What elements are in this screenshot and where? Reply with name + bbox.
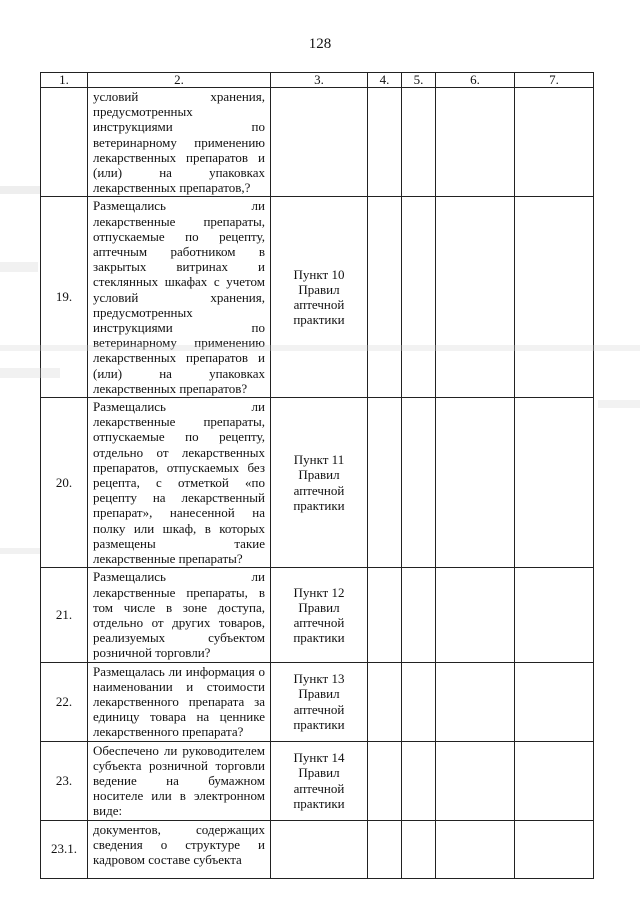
source-line: Правил <box>298 467 340 483</box>
table-row <box>41 197 594 398</box>
row-number <box>41 88 88 197</box>
table-row <box>41 820 594 878</box>
row-cell-6 <box>436 741 515 820</box>
row-cell-7 <box>515 662 594 741</box>
source-line: практики <box>293 795 345 811</box>
row-cell-5 <box>402 741 436 820</box>
row-cell-5 <box>402 398 436 568</box>
source-line: практики <box>293 312 345 328</box>
table-row <box>41 568 594 662</box>
source-line: Пункт 10 <box>293 266 345 282</box>
source-line: аптечной <box>293 482 345 498</box>
row-source <box>271 88 368 197</box>
column-header: 7. <box>515 73 594 88</box>
row-source <box>271 741 368 820</box>
row-source <box>271 398 368 568</box>
row-cell-7 <box>515 568 594 662</box>
column-header: 4. <box>368 73 402 88</box>
row-cell-7 <box>515 741 594 820</box>
column-header: 6. <box>436 73 515 88</box>
column-header: 2. <box>88 73 271 88</box>
source-line: Пункт 12 <box>293 584 345 600</box>
row-source <box>271 662 368 741</box>
row-cell-4 <box>368 741 402 820</box>
row-cell-5 <box>402 568 436 662</box>
table-row <box>41 741 594 820</box>
row-number: 21. <box>41 568 88 662</box>
row-question: Размещались ли лекарственные препараты, отпускаемые по рецепту, отдельно от лекарственных препаратов, отпускаемых без рецепта, с отметкой «по рецепту на лекарственный препарат», нанесенной на полку или шкаф, в которых размещены такие лекарственные препараты? <box>88 398 271 568</box>
row-cell-6 <box>436 88 515 197</box>
row-question: Размещалась ли информация о наименовании и стоимости лекарственного препарата за единицу товара на ценнике лекарственного препарата? <box>88 662 271 741</box>
source-line: Правил <box>298 599 340 615</box>
source-line: Пункт 11 <box>293 452 345 468</box>
source-line: практики <box>293 497 345 513</box>
source-line: практики <box>293 630 345 646</box>
row-cell-7 <box>515 88 594 197</box>
row-source <box>271 197 368 398</box>
source-line: Правил <box>298 765 340 781</box>
row-cell-6 <box>436 197 515 398</box>
table-row <box>41 398 594 568</box>
column-header: 3. <box>271 73 368 88</box>
source-line: аптечной <box>293 297 345 313</box>
row-cell-6 <box>436 820 515 878</box>
checklist-table <box>40 72 594 879</box>
row-source <box>271 568 368 662</box>
row-number: 22. <box>41 662 88 741</box>
table-row <box>41 88 594 197</box>
row-number: 23. <box>41 741 88 820</box>
row-cell-4 <box>368 568 402 662</box>
row-cell-5 <box>402 662 436 741</box>
table-header-row <box>41 73 594 88</box>
source-line: практики <box>293 716 345 732</box>
row-cell-6 <box>436 568 515 662</box>
row-cell-5 <box>402 88 436 197</box>
row-question: условий хранения, предусмотренных инструкциями по ветеринарному применению лекарственных препаратов и (или) на упаковках лекарственных препаратов,? <box>88 88 271 197</box>
row-question: Размещались ли лекарственные препараты, отпускаемые по рецепту, аптечным работником в закрытых витринах и стеклянных шкафах с учетом условий хранения, предусмотренных инструкциями по ветеринарному применению лекарственных препаратов и (или) на упаковках лекарственных препаратов? <box>88 197 271 398</box>
row-cell-7 <box>515 398 594 568</box>
source-line: Правил <box>298 282 340 298</box>
table-row <box>41 662 594 741</box>
source-line: Пункт 14 <box>293 750 345 766</box>
row-cell-6 <box>436 398 515 568</box>
source-line: аптечной <box>293 701 345 717</box>
row-cell-5 <box>402 197 436 398</box>
column-header: 1. <box>41 73 88 88</box>
source-line: Пункт 13 <box>293 671 345 687</box>
row-cell-4 <box>368 197 402 398</box>
row-cell-6 <box>436 662 515 741</box>
row-cell-4 <box>368 398 402 568</box>
row-question: документов, содержащих сведения о структуре и кадровом составе субъекта <box>88 820 271 878</box>
row-cell-7 <box>515 820 594 878</box>
row-cell-7 <box>515 197 594 398</box>
source-line: аптечной <box>293 614 345 630</box>
page-number: 128 <box>308 36 332 52</box>
row-number: 20. <box>41 398 88 568</box>
source-line: Правил <box>298 686 340 702</box>
row-question: Обеспечено ли руководителем субъекта розничной торговли ведение на бумажном носителе или в электронном виде: <box>88 741 271 820</box>
row-cell-4 <box>368 88 402 197</box>
column-header: 5. <box>402 73 436 88</box>
row-cell-4 <box>368 662 402 741</box>
row-number: 19. <box>41 197 88 398</box>
row-question: Размещались ли лекарственные препараты, в том числе в зоне доступа, отдельно от других товаров, реализуемых субъектом розничной торговли? <box>88 568 271 662</box>
row-cell-5 <box>402 820 436 878</box>
row-source <box>271 820 368 878</box>
row-cell-4 <box>368 820 402 878</box>
row-number: 23.1. <box>41 820 88 878</box>
source-line: аптечной <box>293 780 345 796</box>
